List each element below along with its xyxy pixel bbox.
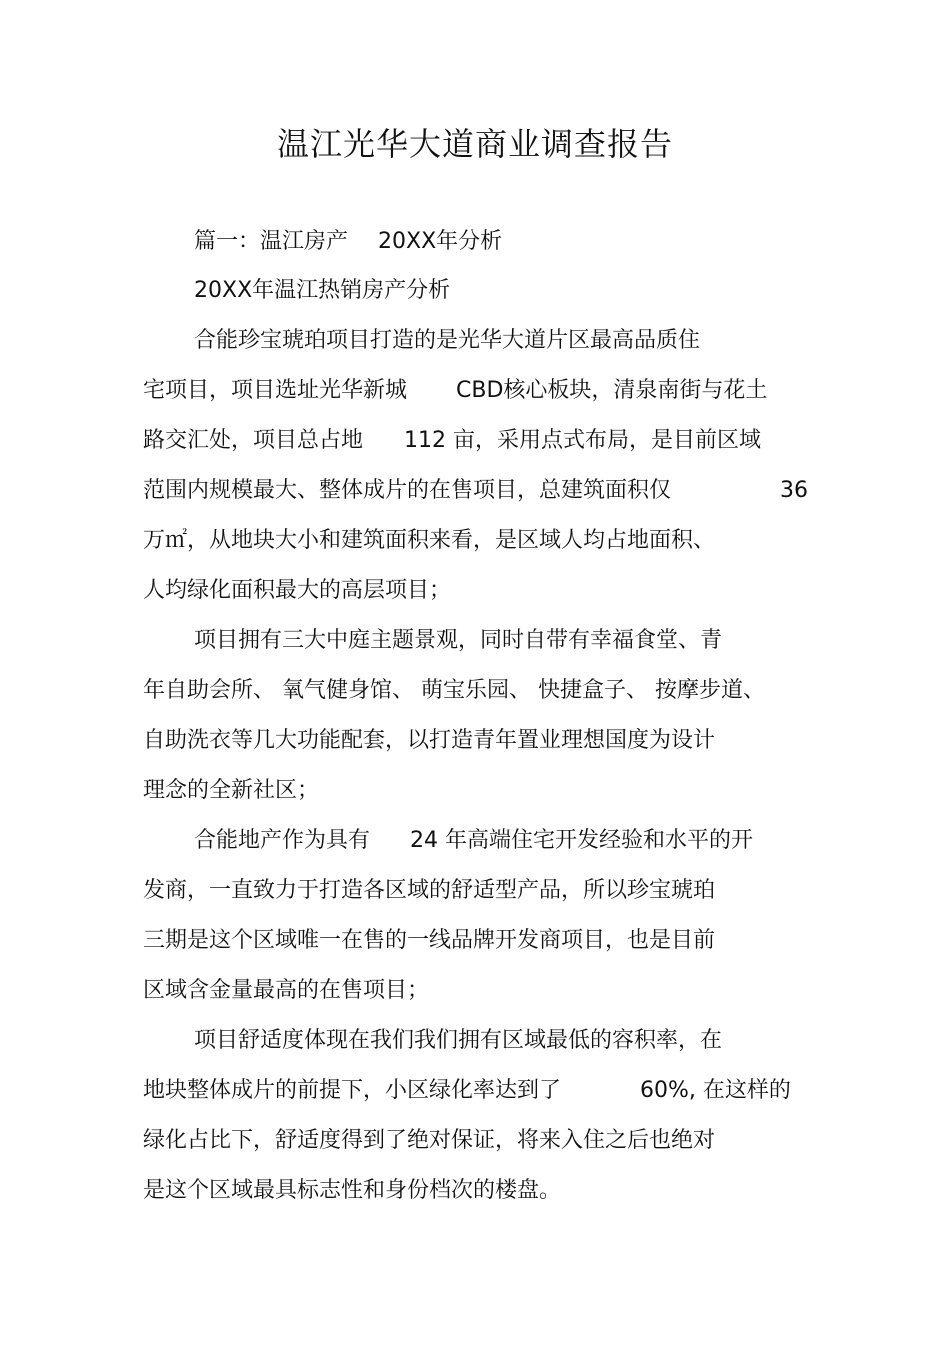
text-line: 理念的全新社区； <box>143 778 320 803</box>
text-line: 自助洗衣等几大功能配套，以打造青年置业理想国度为设计 <box>143 728 716 753</box>
text-line: 项目舒适度体现在我们我们拥有区域最低的容积率，在 <box>194 1028 723 1053</box>
text-line: 年自助会所、 氧气健身馆、 萌宝乐园、 快捷盒子、 按摩步道、 <box>143 678 765 703</box>
text-line: 绿化占比下，舒适度得到了绝对保证，将来入住之后也绝对 <box>143 1128 716 1153</box>
text-line: 篇一：温江房产 <box>194 229 349 254</box>
text-line: CBD核心板块，清泉南街与花土 <box>456 378 768 403</box>
text-line: 20XX年分析 <box>378 229 503 254</box>
text-line: 三期是这个区域唯一在售的一线品牌开发商项目，也是目前 <box>143 928 716 953</box>
text-line: 宅项目，项目选址光华新城 <box>143 378 408 403</box>
text-line: 人均绿化面积最大的高层项目； <box>143 578 452 603</box>
text-line: 发商，一直致力于打造各区域的舒适型产品，所以珍宝琥珀 <box>143 878 716 903</box>
text-line: 范围内规模最大、整体成片的在售项目，总建筑面积仅 <box>143 478 672 503</box>
text-line: 地块整体成片的前提下，小区绿化率达到了 <box>143 1078 562 1103</box>
text-line: 万㎡，从地块大小和建筑面积来看，是区域人均占地面积、 <box>143 528 716 553</box>
text-line: 20XX年温江热销房产分析 <box>194 278 451 303</box>
text-line: 60%, 在这样的 <box>640 1078 791 1103</box>
text-line: 合能地产作为具有 <box>194 828 371 853</box>
text-line: 112 亩，采用点式布局，是目前区域 <box>404 428 761 453</box>
text-line: 路交汇处，项目总占地 <box>143 428 364 453</box>
document-title: 温江光华大道商业调查报告 <box>276 125 673 163</box>
text-line: 24 年高端住宅开发经验和水平的开 <box>410 828 753 853</box>
text-line: 合能珍宝琥珀项目打造的是光华大道片区最高品质住 <box>194 328 701 353</box>
text-line: 区域含金量最高的在售项目； <box>143 978 430 1003</box>
text-line: 项目拥有三大中庭主题景观，同时自带有幸福食堂、青 <box>194 628 723 653</box>
text-line: 是这个区域最具标志性和身份档次的楼盘。 <box>143 1178 562 1203</box>
text-line: 36 <box>780 478 808 503</box>
